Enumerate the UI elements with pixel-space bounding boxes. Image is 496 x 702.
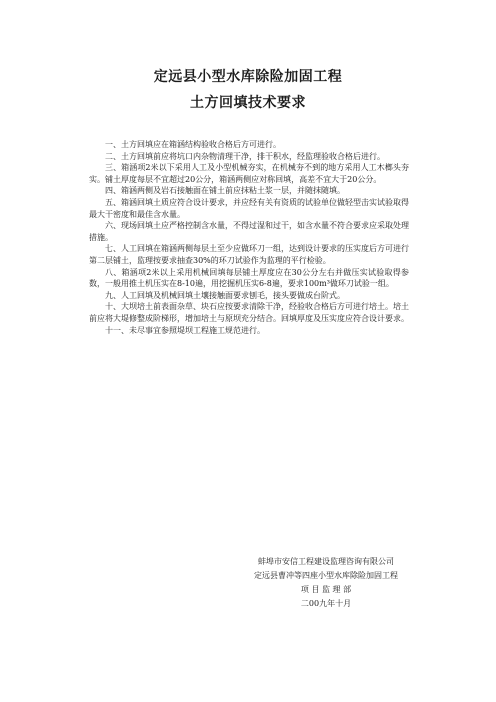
clause-list	[89, 139, 409, 336]
clause-1: 一、土方回填应在箱涵结构验收合格后方可进行。	[105, 140, 281, 149]
clause-6: 六、现场回填土应严格控制含水量，不得过湿和过干，如含水量不符合要求应采取处理措施。	[89, 221, 409, 242]
clause-2: 二、土方回填前应将坑口内杂物清理干净，排干积水，经监理验收合格后进行。	[105, 151, 385, 161]
clause-8: 八、箱涵项2米以上采用机械回填每层铺土厚度应在30公分左右并做压实试验取得参数，一般用推土机压实在8-10遍，用挖掘机压实6-8遍，要求100m³做环刀试验一组。	[89, 267, 409, 289]
clause-5: 五、箱涵回填土质应符合设计要求，并应经有关有资质的试验单位做轻型击实试验取得最大干密度和最佳含水量。	[89, 197, 409, 219]
clause-9: 九、人工回填及机械回填土壤接触面要求刨毛，接头要做成台阶式。	[105, 290, 345, 300]
signature-department: 项 目 监 理 部	[300, 585, 352, 594]
clause-7: 七、人工回填在箱涵两侧每层土至少应做环刀一组，达到设计要求的压实度后方可进行第二层铺土，监理按要求抽查30%的环刀试验作为监理的平行检验。	[89, 244, 409, 265]
clause-3: 三、箱涵项2米以下采用人工及小型机械夯实，在机械夯不到的地方采用人工木榔头夯实。铺土厚度每层不宜超过20公分，箱涵两侧应对称回填，高差不宜大于20公分。	[89, 163, 409, 184]
signature-project: 定远县曹冲等四座小型水库除险加固工程	[254, 571, 398, 580]
clause-10: 十、大坝培土前表面杂草、块石应按要求清除干净，经验收合格后方可进行培土。培土前应将大堤修整成阶梯形，增加培土与原坝充分结合。回填厚度及压实度应符合设计要求。	[89, 302, 409, 323]
clause-11: 十一、未尽事宜参照堤坝工程施工规范进行。	[105, 325, 265, 335]
document-title: 定远县小型水库除险加固工程	[153, 69, 343, 85]
signature-block	[226, 555, 426, 611]
signature-date: 二00九年十月	[300, 599, 352, 608]
signature-company: 蚌埠市安信工程建设监理咨询有限公司	[258, 557, 394, 566]
document-subtitle: 土方回填技术要求	[190, 95, 306, 111]
clause-4: 四、箱涵两侧及岩石接触面在铺土前应抹粘土浆一层，并随抹随填。	[105, 186, 345, 196]
